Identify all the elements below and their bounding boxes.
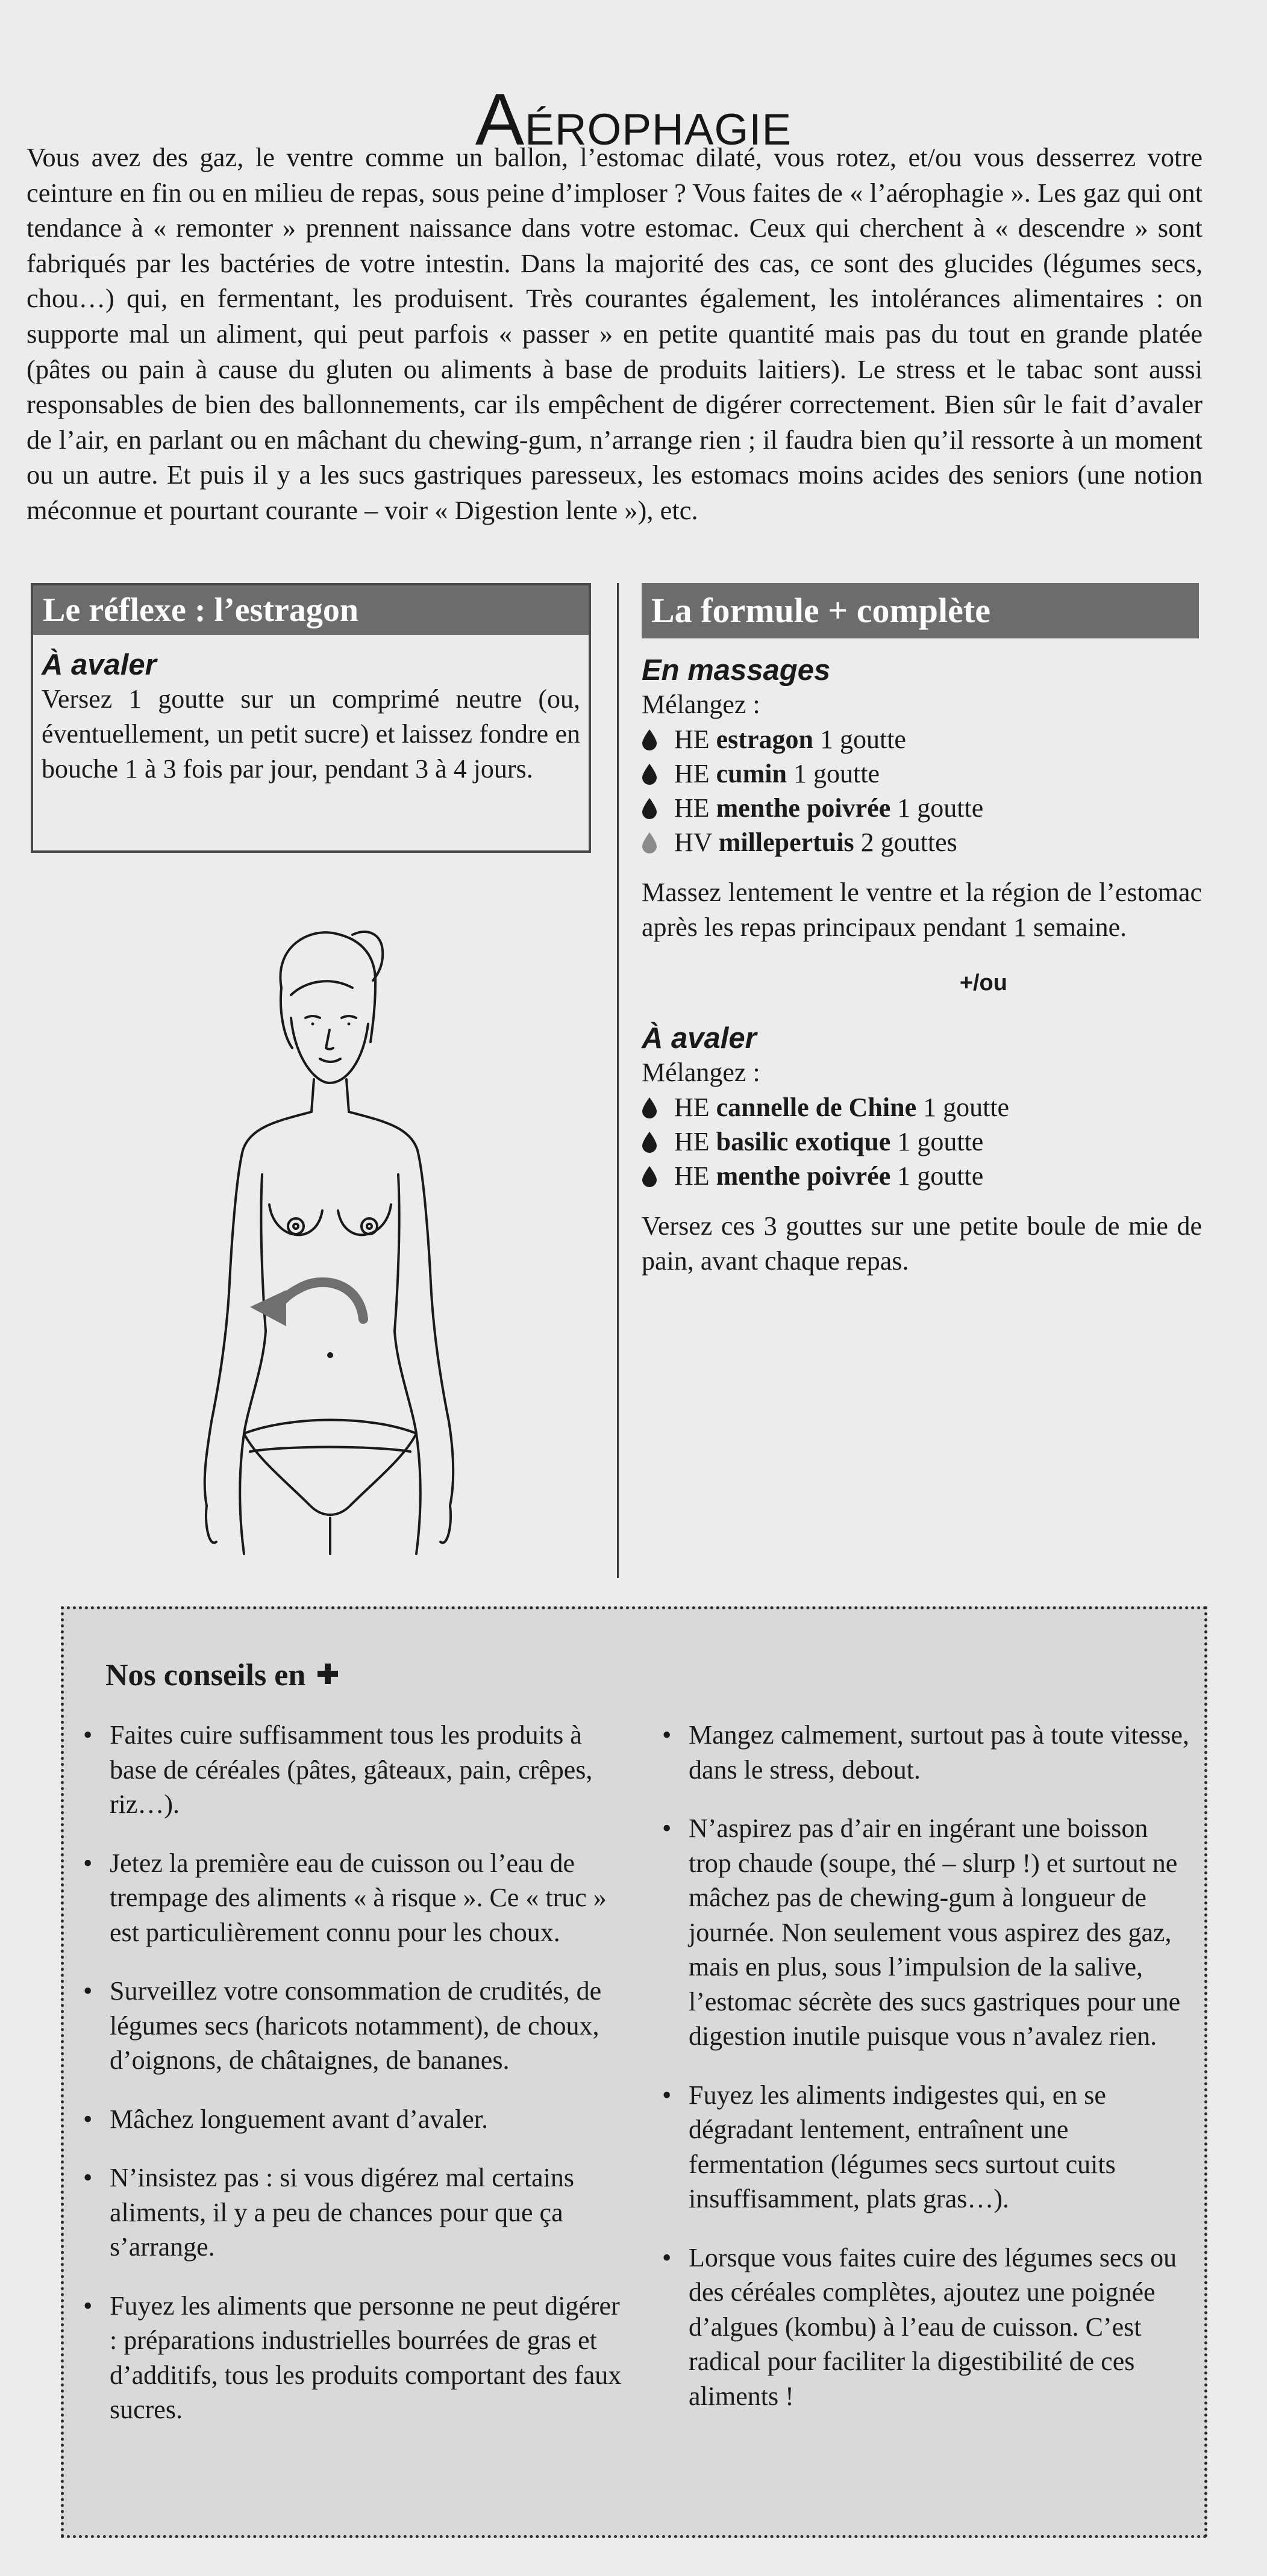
- ingredient-quantity: 1 goutte: [819, 725, 906, 754]
- oil-drop-icon: [642, 1165, 661, 1187]
- tip-item: • Jetez la première eau de cuisson ou l’eau de trempage des aliments « à risque ». Ce « truc » est particulièrement connu pour les choux.: [83, 1846, 622, 1950]
- ingredient-item: [642, 1124, 1202, 1159]
- ingredient-quantity: 1 goutte: [793, 759, 880, 788]
- tip-item: • Mâchez longuement avant d’avaler.: [83, 2102, 622, 2137]
- ingredient-name: cumin: [716, 759, 787, 788]
- massage-subhead: En massages: [642, 654, 831, 687]
- oil-drop-icon: [642, 797, 661, 819]
- tip-item: • Lorsque vous faites cuire des légumes secs ou des céréales complètes, ajoutez une poignée d’algues (kombu) à l’eau de cuisson. C’est radical pour faciliter la digestibilité de ces aliments !: [662, 2241, 1192, 2414]
- tip-item: • N’aspirez pas d’air en ingérant une boisson trop chaude (soupe, thé – slurp !) et surtout ne mâchez pas de chewing-gum à longueur de journée. Non seulement vous aspirez des gaz, mais en plus, sous l’impulsion de la salive, l’estomac sécrète des sucs gastriques pour une digestion inutile puisque vous n’avalez rien.: [662, 1811, 1192, 2054]
- column-divider: [617, 583, 619, 1578]
- ingredient-prefix: HE: [674, 1161, 710, 1191]
- ingredient-item: [642, 825, 1202, 859]
- formula-section: [642, 653, 1202, 1279]
- ingredient-prefix: HE: [674, 1127, 710, 1156]
- reflex-box: [31, 583, 591, 853]
- oil-drop-icon: [642, 1097, 661, 1118]
- tip-item: • Fuyez les aliments que personne ne peut digérer : préparations industrielles bourrées de gras et d’additifs, tous les produits comportant des faux sucres.: [83, 2289, 622, 2427]
- tip-item: • Mangez calmement, surtout pas à toute vitesse, dans le stress, debout.: [662, 1718, 1192, 1787]
- tip-item: • Faites cuire suffisamment tous les produits à base de céréales (pâtes, gâteaux, pain, crêpes, riz…).: [83, 1718, 622, 1822]
- ingredient-name: menthe poivrée: [716, 793, 891, 823]
- oil-drop-icon: [642, 763, 661, 785]
- ingredient-quantity: 1 goutte: [897, 1127, 984, 1156]
- formula-header: La formule + complète: [642, 583, 1199, 638]
- intro-paragraph: Vous avez des gaz, le ventre comme un ballon, l’estomac dilaté, vous rotez, et/ou vous desserrez votre ceinture en fin ou en milieu de repas, sous peine d’imploser ? Vous faites de « l’aérophagie ». Les gaz qui ont tendance à « remonter » prennent naissance dans votre estomac. Ceux qui cherchent à « descendre » sont fabriqués par les bactéries de votre intestin. Dans la majorité des cas, ce sont des glucides (légumes secs, chou…) qui, en fermentant, les produisent. Très courantes également, les intolérances alimentaires : on supporte mal un aliment, qui peut parfois « passer » en petite quantité mais pas du tout en grande platée (pâtes ou pain à cause du gluten ou aliments à base de produits laitiers). Le stress et le tabac sont aussi responsables de bien des ballonnements, car ils empêchent de digérer correctement. Bien sûr le fait d’avaler de l’air, en parlant ou en mâchant du chewing-gum, n’arrange rien ; il faudra bien qu’il ressorte à un moment ou un autre. Et puis il y a les sucs gastriques paresseux, les estomacs moins acides des seniors (une notion méconnue et pourtant courante – voir « Digestion lente »), etc.: [27, 142, 1203, 525]
- ingredient-name: basilic exotique: [716, 1127, 891, 1156]
- ingredient-item: [642, 756, 1202, 791]
- ingredient-quantity: 1 goutte: [923, 1093, 1010, 1122]
- ingredient-prefix: HE: [674, 759, 710, 788]
- massage-illustration: [172, 922, 455, 1563]
- tips-right-list: [662, 1718, 1192, 2437]
- ingredient-name: estragon: [716, 725, 813, 754]
- massage-ingredient-list: [642, 722, 1202, 859]
- tip-item: • Fuyez les aliments indigestes qui, en se dégradant lentement, entraînent une fermentation (légumes secs surtout cuits insuffisamment, plats gras…).: [662, 2078, 1192, 2216]
- ingredient-quantity: 1 goutte: [897, 1161, 984, 1191]
- ingredient-prefix: HE: [674, 1093, 710, 1122]
- oil-drop-icon: [642, 832, 661, 853]
- ingredient-item: [642, 722, 1202, 756]
- tips-left-list: [83, 1718, 622, 2451]
- tip-item: • Surveillez votre consommation de crudités, de légumes secs (haricots notamment), de choux, d’oignons, de châtaignes, de bananes.: [83, 1974, 622, 2078]
- tips-title-text: Nos conseils en: [105, 1658, 306, 1692]
- tips-box: [61, 1606, 1207, 2538]
- title-rest: érophagie: [525, 88, 792, 158]
- tips-title: [105, 1658, 339, 1693]
- ingredient-name: millepertuis: [718, 828, 854, 857]
- title-initial: A: [475, 78, 525, 160]
- massage-instruction: Massez lentement le ventre et la région de l’estomac après les repas principaux pendant 1 semaine.: [642, 878, 1202, 942]
- oil-drop-icon: [642, 1131, 661, 1153]
- ingredient-quantity: 1 goutte: [897, 793, 984, 823]
- oil-drop-icon: [642, 729, 661, 750]
- ingredient-prefix: HE: [674, 725, 710, 754]
- reflex-text: Versez 1 goutte sur un comprimé neutre (ou, éventuellement, un petit sucre) et laissez fondre en bouche 1 à 3 fois par jour, pendant 3 à 4 jours.: [42, 684, 580, 784]
- reflex-subhead: À avaler: [42, 649, 157, 681]
- swallow-ingredient-list: [642, 1090, 1202, 1193]
- ingredient-item: [642, 1159, 1202, 1193]
- ingredient-prefix: HE: [674, 793, 710, 823]
- ingredient-prefix: HV: [674, 828, 712, 857]
- ingredient-quantity: 2 gouttes: [860, 828, 957, 857]
- ingredient-item: [642, 791, 1202, 825]
- swallow-subhead: À avaler: [642, 1022, 757, 1055]
- ingredient-name: menthe poivrée: [716, 1161, 891, 1191]
- reflex-header: Le réflexe : l’estragon: [33, 585, 589, 635]
- tip-item: • N’insistez pas : si vous digérez mal certains aliments, il y a peu de chances pour que ça s’arrange.: [83, 2160, 622, 2265]
- massage-mix-label: Mélangez :: [642, 690, 760, 719]
- plus-icon: [316, 1658, 339, 1693]
- ingredient-name: cannelle de Chine: [716, 1093, 917, 1122]
- and-or-label: +/ou: [959, 970, 1007, 996]
- swallow-mix-label: Mélangez :: [642, 1058, 760, 1087]
- swallow-instruction: Versez ces 3 gouttes sur une petite boule de mie de pain, avant chaque repas.: [642, 1211, 1202, 1276]
- ingredient-item: [642, 1090, 1202, 1124]
